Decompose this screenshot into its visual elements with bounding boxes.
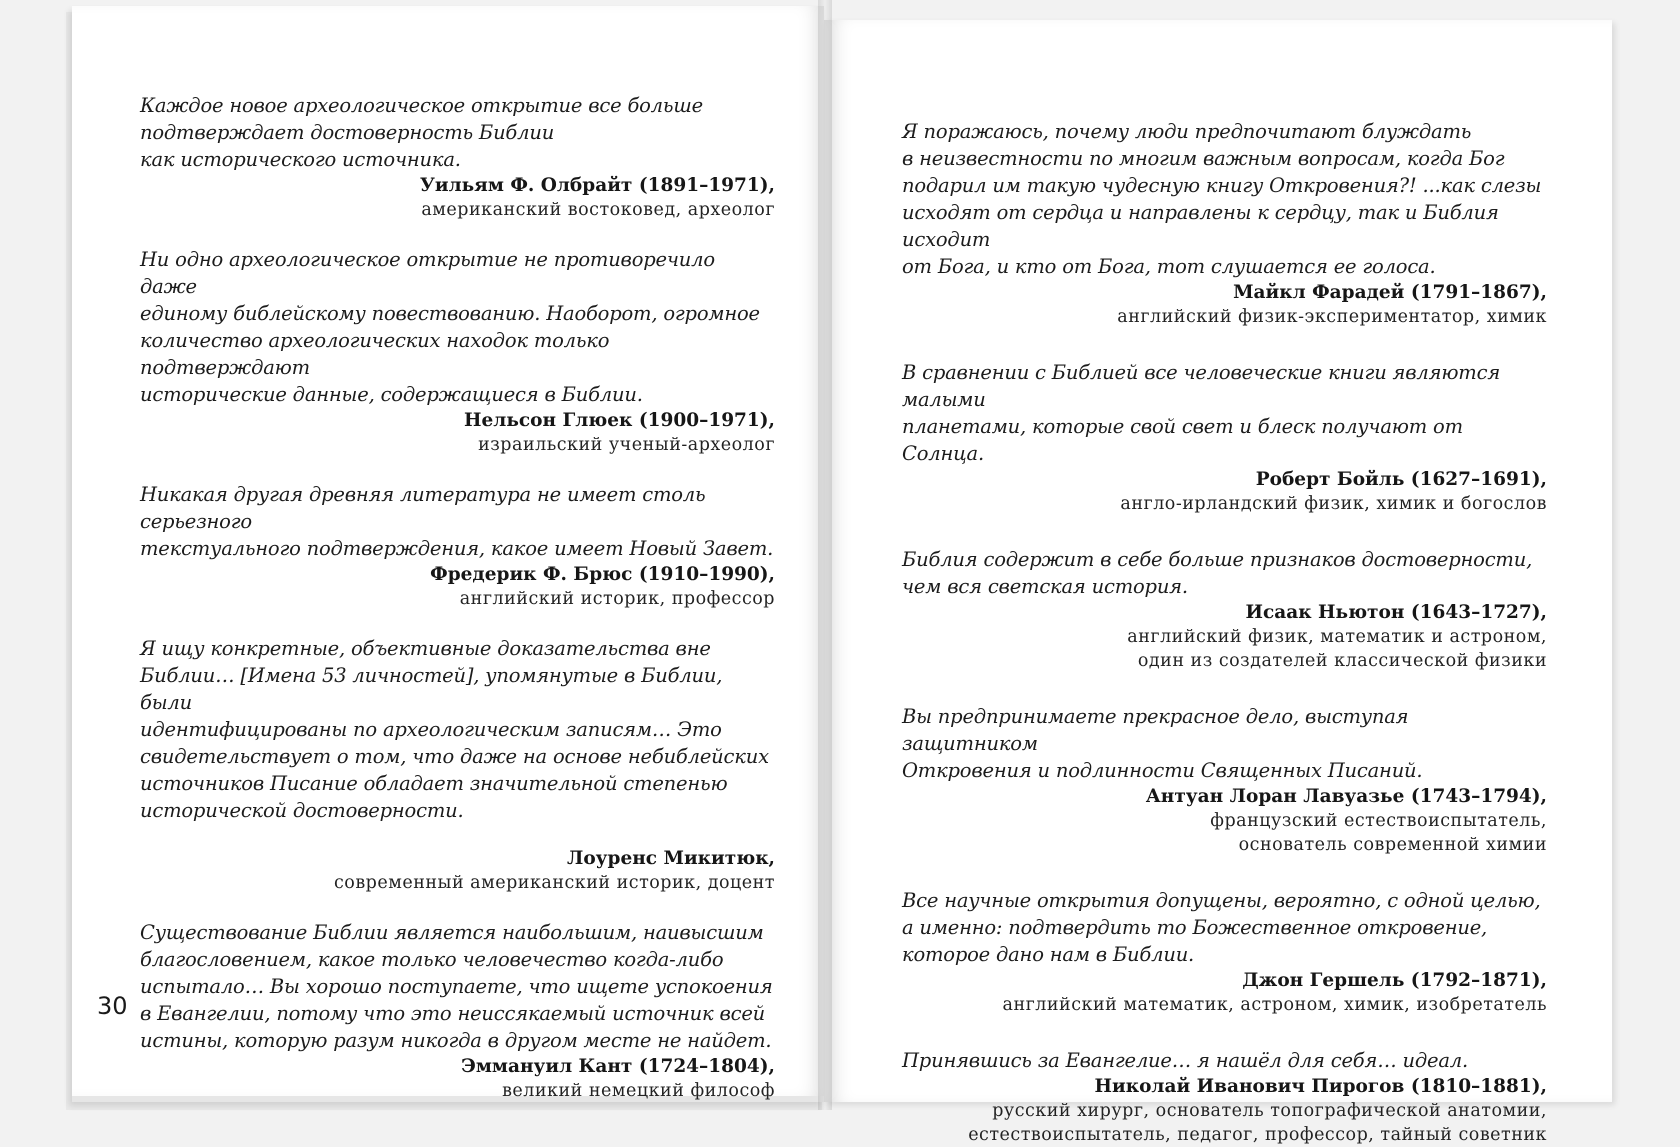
quote-author: Исаак Ньютон (1643–1727), [1245, 602, 1547, 623]
quote-author: Эммануил Кант (1724–1804), [461, 1056, 775, 1077]
left-quotes-column [140, 92, 775, 1103]
quote-block [140, 246, 775, 457]
quote-text: Все научные открытия допущены, вероятно, с одной целью, а именно: подтвердить то Божественное откровение, которое дано нам в Библии. [902, 889, 1541, 966]
quote-block [140, 481, 775, 611]
quote-block [902, 703, 1547, 857]
quote-author: Фредерик Ф. Брюс (1910–1990), [430, 564, 775, 585]
quote-text: В сравнении с Библией все человеческие книги являются малыми планетами, которые свой свет и блеск получают от Солнца. [902, 361, 1501, 465]
author-description: английский историк, профессор [459, 589, 775, 609]
quote-block [902, 1047, 1547, 1147]
author-description: англо-ирландский физик, химик и богослов [1120, 494, 1547, 514]
author-description: великий немецкий философ [502, 1081, 775, 1101]
quote-text: Ни одно археологическое открытие не противоречило даже единому библейскому повествованию. Наоборот, огромное количество археологических находок только подтверждают исторические данные, содержащиеся в Библии. [140, 248, 760, 406]
quote-block [140, 635, 775, 895]
book-gutter [818, 0, 832, 1110]
author-description: английский физик-экспериментатор, химик [1117, 307, 1547, 327]
quote-author: Нельсон Глюек (1900–1971), [464, 410, 775, 431]
quote-author: Николай Иванович Пирогов (1810–1881), [1094, 1076, 1547, 1097]
author-description: русский хирург, основатель топографической анатомии, естествоиспытатель, педагог, профессор, тайный советник [968, 1101, 1547, 1145]
quote-author: Майкл Фарадей (1791–1867), [1233, 282, 1547, 303]
quote-block [902, 546, 1547, 673]
quote-block [902, 887, 1547, 1017]
quote-text: Никакая другая древняя литература не имеет столь серьезного текстуального подтверждения, какое имеет Новый Завет. [140, 483, 774, 560]
quote-author: Уильям Ф. Олбрайт (1891–1971), [419, 175, 775, 196]
quote-block [140, 919, 775, 1103]
author-description: французский естествоиспытатель, основатель современной химии [1210, 811, 1547, 855]
author-description: английский математик, астроном, химик, изобретатель [1002, 995, 1547, 1015]
quote-author: Лоуренс Микитюк, [566, 848, 775, 869]
quote-text: Я ищу конкретные, объективные доказательства вне Библии… [Имена 53 личностей], упомянутые в Библии, были идентифицированы по археологическим записям… Это свидетельствует о том, что даже на основе небиблейских источников Писание обладает значительной степенью исторической достоверности. [140, 637, 769, 822]
quote-block [140, 92, 775, 222]
quote-text: Принявшись за Евангелие… я нашёл для себя… идеал. [902, 1049, 1469, 1072]
author-description: израильский ученый-археолог [478, 435, 775, 455]
quote-block [902, 359, 1547, 516]
quote-text: Каждое новое археологическое открытие все больше подтверждает достоверность Библии как исторического источника. [140, 94, 703, 171]
quote-author: Антуан Лоран Лавуазье (1743–1794), [1145, 786, 1547, 807]
author-description: современный американский историк, доцент [333, 873, 775, 893]
quote-text: Библия содержит в себе больше признаков достоверности, чем вся светская история. [902, 548, 1533, 598]
author-description: американский востоковед, археолог [421, 200, 775, 220]
quote-text: Я поражаюсь, почему люди предпочитают блуждать в неизвестности по многим важным вопросам, когда Бог подарил им такую чудесную книгу Откровения?! ...как слезы исходят от сердца и направлены к сердцу, так и Библия исходит от Бога, и кто от Бога, тот слушается ее голоса. [902, 120, 1542, 278]
page-number: 30 [97, 992, 128, 1020]
quote-author: Роберт Бойль (1627–1691), [1255, 469, 1547, 490]
quote-text: Вы предпринимаете прекрасное дело, выступая защитником Откровения и подлинности Священных Писаний. [902, 705, 1423, 782]
quote-text: Существование Библии является наибольшим, наивысшим благословением, какое только человечество когда-либо испытало… Вы хорошо поступаете, что ищете успокоения в Евангелии, потому что это неиссякаемый источник всей истины, которую разум никогда в другом месте не найдет. [140, 921, 773, 1052]
right-quotes-column [902, 118, 1547, 1147]
quote-author: Джон Гершель (1792–1871), [1242, 970, 1547, 991]
quote-block [902, 118, 1547, 329]
author-description: английский физик, математик и астроном, один из создателей классической физики [1127, 627, 1547, 671]
